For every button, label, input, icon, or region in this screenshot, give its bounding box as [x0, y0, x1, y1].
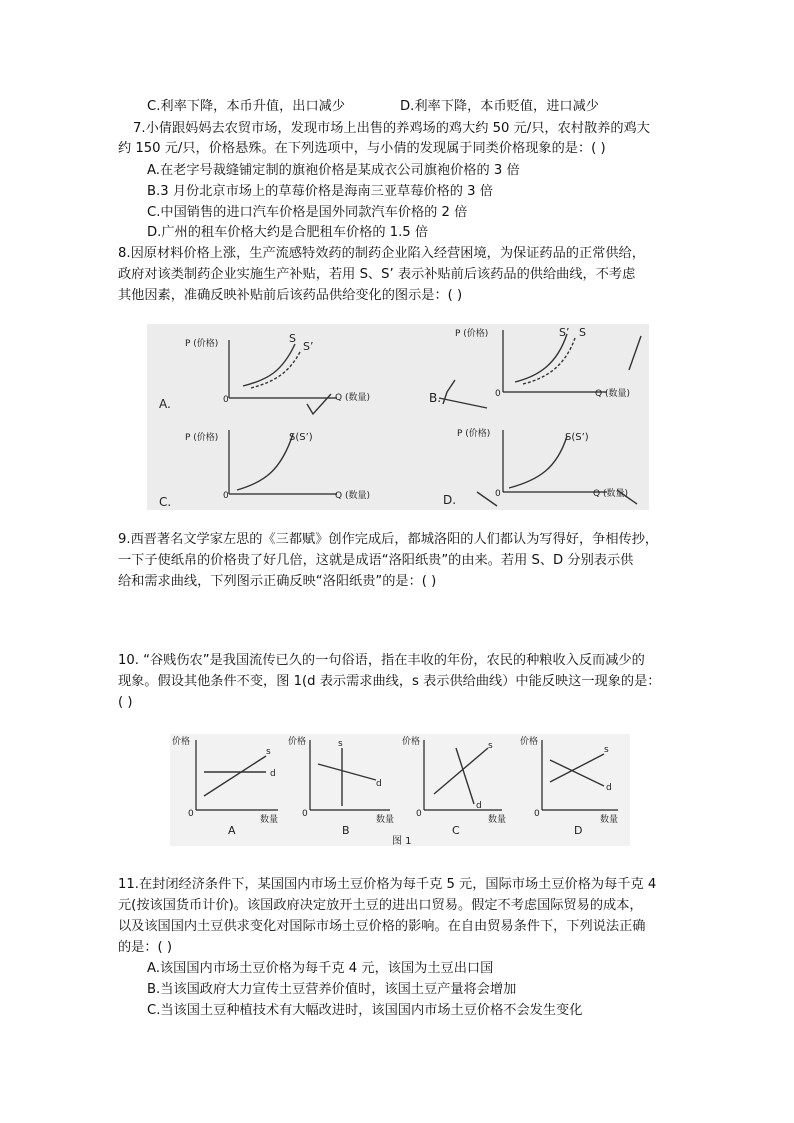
q10-d-s: s [604, 745, 609, 755]
q8-stem-line3: 其他因素，准确反映补贴前后该药品供给变化的图示是：( ) [118, 288, 463, 303]
q7-option-c: C.中国销售的进口汽车价格是国外同款汽车价格的 2 倍 [147, 205, 468, 220]
q10-d-letter: D [574, 824, 583, 837]
q8-a-s-label: S [289, 332, 296, 345]
q8-d-s-label: S(S’) [565, 432, 589, 443]
q8-b-s2-label: S’ [559, 326, 570, 339]
q8-a-q-label: Q (数量) [335, 393, 370, 403]
q10-d-origin: 0 [534, 809, 540, 819]
q10-c-letter: C [452, 824, 460, 837]
q10-a-x-label: 数量 [260, 815, 279, 825]
q8-a-letter: A. [159, 397, 171, 411]
q10-a-origin: 0 [188, 809, 194, 819]
q11-stem-line2: 元(按该国货币计价)。该国政府决定放开土豆的进出口贸易。假定不考虑国际贸易的成本， [118, 898, 643, 913]
q10-b-origin: 0 [302, 809, 308, 819]
q8-stem-line2: 政府对该类制药企业实施生产补贴，若用 S、S’ 表示补贴前后该药品的供给曲线，不考虑 [118, 267, 636, 282]
q10-d-y-label: 价格 [520, 737, 539, 747]
q11-option-b: B.当该国政府大力宣传土豆营养价值时，该国土豆产量将会增加 [147, 982, 517, 997]
q8-figure [147, 324, 649, 510]
q10-c-d: d [476, 801, 482, 811]
q9-stem-line2: 一下子使纸帛的价格贵了好几倍，这就是成语“洛阳纸贵”的由来。若用 S、D 分别表示供 [118, 553, 634, 568]
q11-option-c: C.当该国土豆种植技术有大幅改进时，该国国内市场土豆价格不会发生变化 [147, 1003, 583, 1018]
q9-stem-line3: 给和需求曲线，下列图示正确反映“洛阳纸贵”的是：( ) [118, 574, 437, 589]
q10-b-d: d [376, 779, 382, 789]
q8-d-origin: 0 [495, 489, 501, 499]
q8-d-letter: D. [443, 493, 457, 507]
q8-c-q-label: Q (数量) [335, 491, 370, 501]
q8-b-q-label: Q (数量) [595, 389, 630, 399]
q10-figure-caption: 图 1 [392, 836, 412, 846]
q8-c-p-label: P (价格) [185, 433, 219, 443]
q8-c-s-label: S(S’) [289, 432, 313, 443]
q10-a-s: s [266, 747, 271, 757]
q7-option-d: D.广州的租车价格大约是合肥租车价格的 1.5 倍 [147, 225, 429, 240]
q11-option-a: A.该国国内市场土豆价格为每千克 4 元，该国为土豆出口国 [147, 961, 494, 976]
q9-stem-line1: 9.西晋著名文学家左思的《三都赋》创作完成后，都城洛阳的人们都认为写得好，争相传抄， [118, 532, 659, 547]
q8-stem-line1: 8.因原材料价格上涨，生产流感特效药的制药企业陷入经营困境，为保证药品的正常供给， [118, 246, 645, 261]
q8-b-origin: 0 [495, 389, 501, 399]
q8-b-p-label: P (价格) [455, 329, 489, 339]
q7-stem-line2: 约 150 元/只，价格悬殊。在下列选项中，与小倩的发现属于同类价格现象的是：( ) [118, 141, 606, 156]
q10-c-s: s [488, 741, 493, 751]
q11-stem-line3: 以及该国国内土豆供求变化对国际市场土豆价格的影响。在自由贸易条件下，下列说法正确 [118, 919, 646, 934]
q8-b-s-label: S [579, 326, 586, 339]
q10-b-x-label: 数量 [376, 815, 395, 825]
q10-c-y-label: 价格 [402, 737, 421, 747]
q7-option-b: B.3 月份北京市场上的草莓价格是海南三亚草莓价格的 3 倍 [147, 184, 493, 199]
q10-b-letter: B [342, 824, 350, 837]
q10-stem-line2: 现象。假设其他条件不变，图 1(d 表示需求曲线，s 表示供给曲线）中能反映这一现象的是： [118, 674, 661, 689]
q10-d-d: d [606, 783, 612, 793]
q8-a-s2-label: S’ [303, 340, 314, 353]
q10-c-x-label: 数量 [488, 815, 507, 825]
q8-c-origin: 0 [223, 491, 229, 501]
q8-a-p-label: P (价格) [185, 339, 219, 349]
q10-a-d: d [270, 769, 276, 779]
q6-option-d: D.利率下降，本币贬值，进口减少 [400, 99, 599, 114]
q10-stem-line3: ( ) [118, 695, 133, 710]
q10-c-origin: 0 [416, 809, 422, 819]
q10-d-x-label: 数量 [600, 815, 619, 825]
q8-b-letter: B. [429, 391, 442, 405]
q7-option-a: A.在老字号裁缝铺定制的旗袍价格是某成衣公司旗袍价格的 3 倍 [147, 163, 520, 178]
q7-stem-line1: 7.小倩跟妈妈去农贸市场，发现市场上出售的养鸡场的鸡大约 50 元/只，农村散养的鸡大 [133, 121, 650, 136]
q10-b-y-label: 价格 [288, 737, 307, 747]
q10-b-s: s [338, 739, 343, 749]
q8-c-letter: C. [159, 495, 172, 509]
q8-d-p-label: P (价格) [457, 429, 491, 439]
q11-stem-line1: 11.在封闭经济条件下，某国国内市场土豆价格为每千克 5 元，国际市场土豆价格为每千克 4 [118, 877, 657, 892]
q8-d-q-label: Q (数量) [593, 489, 628, 499]
q8-a-origin: 0 [223, 395, 229, 405]
q6-option-c: C.利率下降，本币升值，出口减少 [147, 99, 346, 114]
q10-a-y-label: 价格 [172, 737, 191, 747]
q10-stem-line1: 10. “谷贱伤农”是我国流传已久的一句俗语，指在丰收的年份，农民的种粮收入反而减少的 [118, 653, 645, 668]
q10-figure [170, 734, 630, 846]
q11-stem-line4: 的是：( ) [118, 940, 173, 955]
q10-a-letter: A [228, 824, 236, 837]
